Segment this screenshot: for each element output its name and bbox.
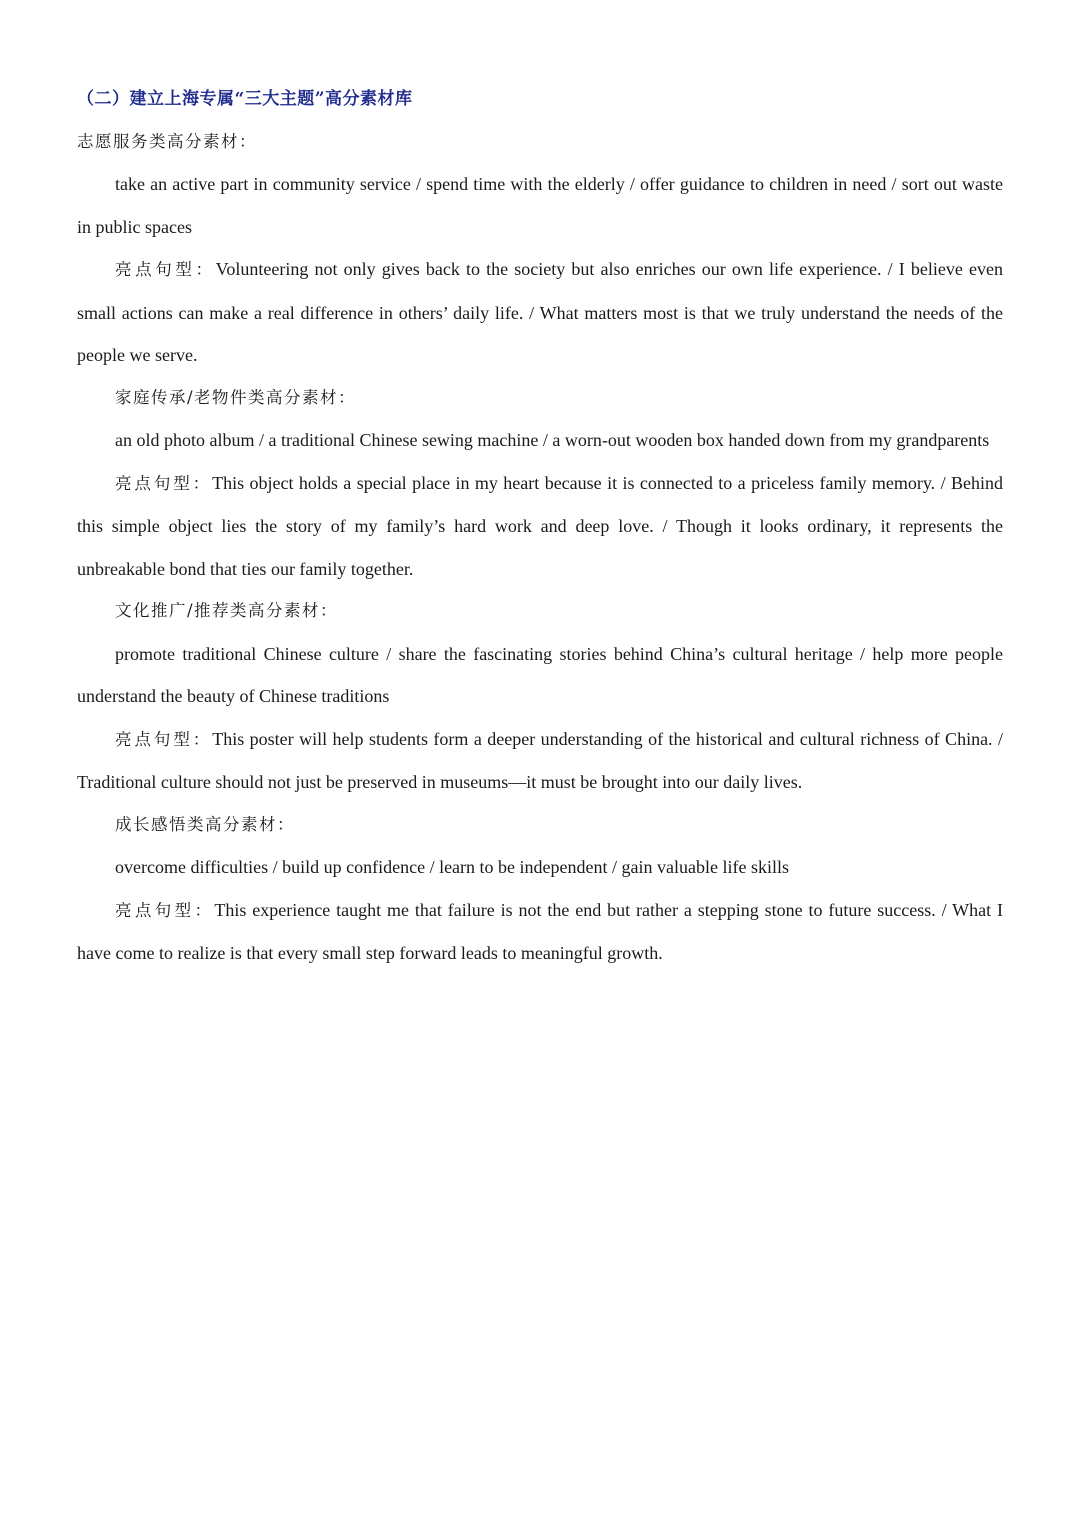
section-heading: （二）建立上海专属“三大主题”高分素材库 [77,89,413,109]
highlight-label: 亮点句型： [115,260,216,279]
category-label: 家庭传承/老物件类高分素材： [115,387,357,407]
highlight-text: Volunteering not only gives back to the society but also enriches our own life experience. / I believe even small actions can make a real difference in others’ daily life. / What matters most is that we truly understand the needs of the people we serve. [77,259,1004,365]
materials-paragraph: an old photo album / a traditional Chinese sewing machine / a worn-out wooden box handed down from my grandparents [115,430,990,450]
highlight-label: 亮点句型： [115,900,215,920]
highlight-paragraph [77,248,1003,377]
highlight-paragraph [77,889,1003,975]
section-culture-promotion [77,590,1003,804]
highlight-paragraph [77,462,1003,591]
highlight-paragraph [77,718,1003,804]
highlight-label: 亮点句型： [115,729,213,749]
materials-paragraph: promote traditional Chinese culture / share the fascinating stories behind China’s cultural heritage / help more people understand the beauty of Chinese traditions [77,643,1003,706]
highlight-text: This object holds a special place in my heart because it is connected to a priceless family memory. / Behind this simple object lies the story of my family’s hard work and deep love. / Though it looks ordinary, it represents the unbreakable bond that ties our family together. [77,472,1004,579]
highlight-text: This poster will help students form a deeper understanding of the historical and cultural richness of China. / Traditional culture should not just be preserved in museums—it must be brought into our daily lives. [77,728,1003,792]
highlight-label: 亮点句型： [115,473,213,493]
materials-paragraph: take an active part in community service / spend time with the elderly / offer guidance to children in need / sort out waste in public spaces [77,174,1003,237]
materials-paragraph: overcome difficulties / build up confidence / learn to be independent / gain valuable life skills [115,857,789,877]
category-label: 成长感悟类高分素材： [115,814,295,834]
highlight-text: This experience taught me that failure is not the end but rather a stepping stone to future success. / What I have come to realize is that every small step forward leads to meaningful growth. [77,899,1004,963]
category-label: 文化推广/推荐类高分素材： [115,601,339,620]
section-volunteering [77,121,1003,377]
section-family-heritage [77,377,1003,591]
section-growth-reflection [77,804,1003,975]
category-label: 志愿服务类高分素材： [77,131,257,151]
